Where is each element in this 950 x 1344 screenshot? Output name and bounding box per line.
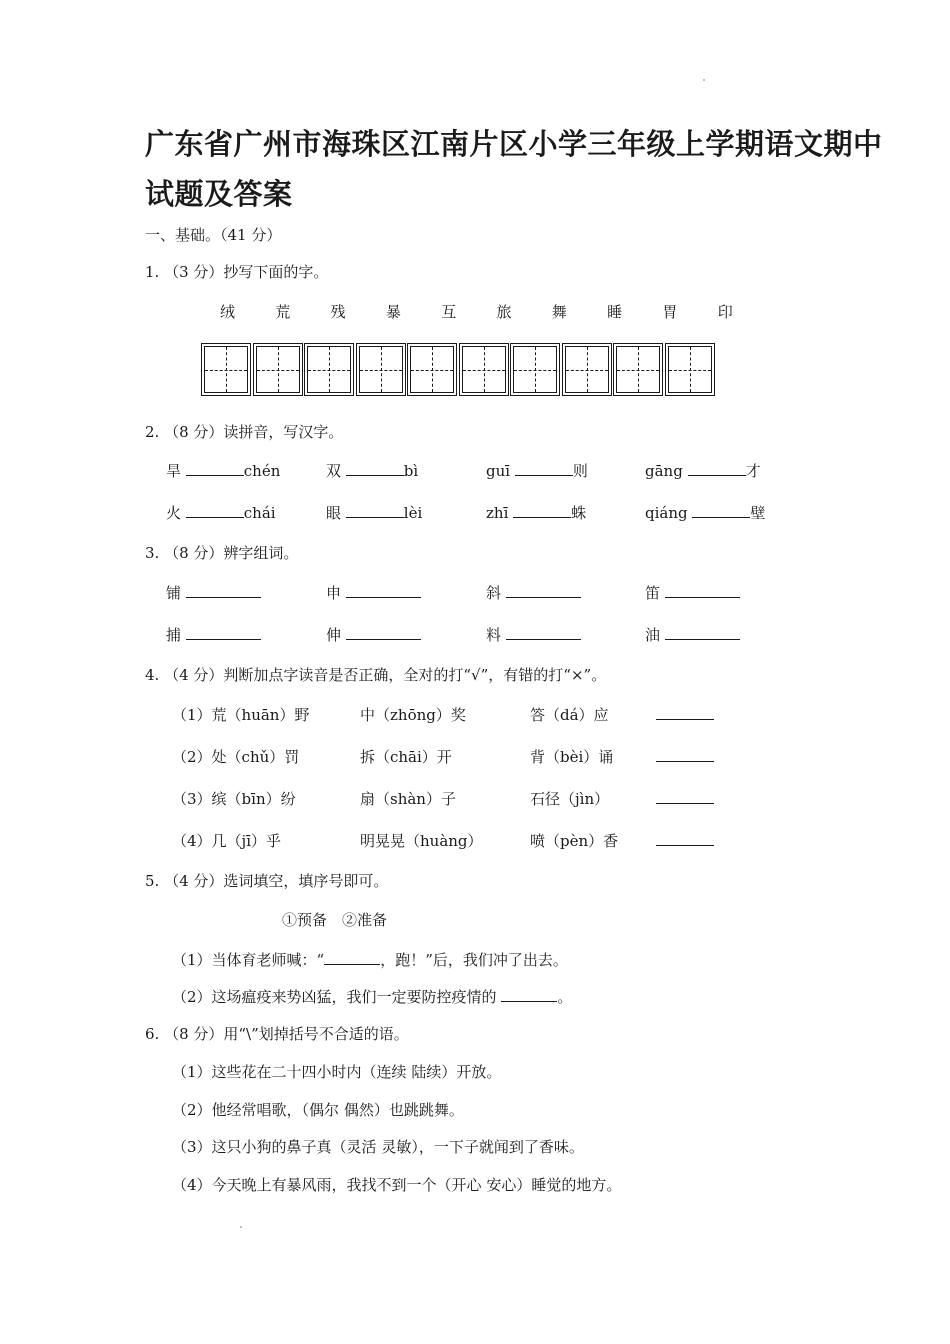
scan-speck — [703, 79, 705, 81]
answer-blank[interactable] — [656, 719, 714, 720]
pronunciation-word: （2）处（chǔ）罚 — [172, 748, 300, 766]
question-6-heading: 6. （8 分）用“\”划掉括号不合适的语。 — [145, 1025, 409, 1043]
copy-character: 绒 — [220, 303, 236, 321]
word-group-item — [645, 582, 740, 603]
copy-character: 舞 — [551, 303, 567, 321]
tianzige-box[interactable] — [459, 343, 509, 396]
answer-blank[interactable] — [513, 505, 571, 518]
tianzige-box[interactable] — [510, 343, 560, 396]
cross-out-sentence: （1）这些花在二十四小时内（连续 陆续）开放。 — [172, 1063, 502, 1081]
word-char: 申 — [326, 584, 346, 602]
pronunciation-word: （4）几（jī）乎 — [172, 832, 281, 850]
answer-blank[interactable] — [346, 505, 404, 518]
grid-guide-v — [278, 347, 279, 392]
question-5-heading: 5. （4 分）选词填空，填序号即可。 — [145, 872, 389, 890]
pinyin-suffix: 则 — [572, 462, 588, 480]
word-char: 铺 — [166, 584, 186, 602]
answer-blank[interactable] — [506, 627, 581, 640]
answer-blank[interactable] — [656, 803, 714, 804]
question-2-heading: 2. （8 分）读拼音，写汉字。 — [145, 423, 344, 441]
tianzige-box[interactable] — [407, 343, 457, 396]
answer-blank[interactable] — [688, 463, 746, 476]
pronunciation-word: 喷（pèn）香 — [530, 832, 619, 850]
word-group-item — [486, 624, 581, 645]
pronunciation-word: 背（bèi）诵 — [530, 748, 614, 766]
scan-speck — [240, 1226, 242, 1228]
word-char: 笛 — [645, 584, 665, 602]
pinyin-suffix: 才 — [745, 462, 761, 480]
sentence-2-start: （2）这场瘟疫来势凶猛，我们一定要防控疫情的 — [172, 988, 502, 1006]
answer-blank[interactable] — [515, 463, 573, 476]
pinyin-prefix: 火 — [166, 504, 186, 522]
pronunciation-word: 中（zhōng）奖 — [360, 706, 466, 724]
word-group-item — [645, 624, 740, 645]
sentence-1-end: ，跑！”后，我们冲了出去。 — [380, 951, 568, 969]
grid-guide-v — [329, 347, 330, 392]
question-1-heading: 1. （3 分）抄写下面的字。 — [145, 263, 329, 281]
tianzige-box[interactable] — [304, 343, 354, 396]
answer-blank[interactable] — [186, 505, 244, 518]
tianzige-box[interactable] — [613, 343, 663, 396]
pinyin-suffix: lèi — [403, 504, 423, 522]
word-group-item — [326, 624, 421, 645]
answer-blank[interactable] — [506, 585, 581, 598]
pronunciation-word: （3）缤（bīn）纷 — [172, 790, 296, 808]
answer-blank[interactable] — [324, 952, 380, 965]
copy-character: 胃 — [662, 303, 678, 321]
pinyin-prefix: guī — [486, 462, 515, 480]
answer-blank[interactable] — [692, 505, 750, 518]
pinyin-suffix: 蛛 — [571, 504, 587, 522]
pinyin-suffix: chén — [243, 462, 281, 480]
pinyin-item — [166, 460, 280, 481]
grid-guide-v — [484, 347, 485, 392]
pronunciation-word: 明晃晃（huàng） — [360, 832, 483, 850]
answer-blank[interactable] — [665, 585, 740, 598]
tianzige-grid — [201, 343, 716, 396]
copy-character: 残 — [330, 303, 346, 321]
tianzige-box[interactable] — [201, 343, 251, 396]
cross-out-sentence: （2）他经常唱歌，（偶尔 偶然）也跳跳舞。 — [172, 1100, 464, 1119]
pinyin-item — [645, 502, 765, 523]
copy-character: 印 — [717, 303, 733, 321]
pinyin-item — [326, 502, 422, 523]
pinyin-item — [166, 502, 276, 523]
answer-blank[interactable] — [665, 627, 740, 640]
cross-out-sentence: （4）今天晚上有暴风雨，我找不到一个（开心 安心）睡觉的地方。 — [172, 1175, 622, 1194]
tianzige-box[interactable] — [562, 343, 612, 396]
answer-blank[interactable] — [656, 761, 714, 762]
grid-guide-v — [535, 347, 536, 392]
grid-guide-v — [638, 347, 639, 392]
pinyin-suffix: bì — [403, 462, 419, 480]
pinyin-suffix: 壁 — [750, 504, 766, 522]
section-heading: 一、基础。（41 分） — [145, 226, 282, 244]
pronunciation-word: 答（dá）应 — [530, 706, 609, 724]
grid-guide-v — [226, 347, 227, 392]
pinyin-item — [645, 460, 761, 481]
sentence-1-start: （1）当体育老师喊：“ — [172, 951, 325, 969]
question-4-heading: 4. （4 分）判断加点字读音是否正确，全对的打“√”，有错的打“×”。 — [145, 666, 607, 684]
answer-blank[interactable] — [501, 989, 557, 1002]
sentence-2-end: 。 — [557, 988, 573, 1006]
copy-character: 荒 — [275, 303, 291, 321]
pinyin-prefix: qiáng — [645, 504, 693, 522]
word-char: 油 — [645, 626, 665, 644]
word-char: 料 — [486, 626, 506, 644]
answer-blank[interactable] — [656, 845, 714, 846]
word-char: 捕 — [166, 626, 186, 644]
pinyin-prefix: gāng — [645, 462, 688, 480]
pinyin-prefix: 双 — [326, 462, 346, 480]
fill-sentence-1 — [172, 949, 568, 970]
word-group-item — [166, 582, 261, 603]
word-char: 伸 — [326, 626, 346, 644]
word-group-item — [326, 582, 421, 603]
pinyin-prefix: 眼 — [326, 504, 346, 522]
fill-sentence-2 — [172, 986, 572, 1007]
question-3-heading: 3. （8 分）辨字组词。 — [145, 544, 299, 562]
word-char: 斜 — [486, 584, 506, 602]
pinyin-suffix: chái — [243, 504, 276, 522]
pinyin-item — [486, 460, 588, 481]
answer-blank[interactable] — [186, 627, 261, 640]
pinyin-item — [486, 502, 586, 523]
word-options: ①预备 ②准备 — [282, 911, 388, 929]
answer-blank[interactable] — [346, 627, 421, 640]
answer-blank[interactable] — [346, 585, 421, 598]
pronunciation-word: 扇（shàn）子 — [360, 790, 456, 808]
tianzige-box[interactable] — [665, 343, 715, 396]
grid-guide-v — [381, 347, 382, 392]
pronunciation-word: （1）荒（huān）野 — [172, 706, 310, 724]
grid-guide-v — [587, 347, 588, 392]
word-group-item — [486, 582, 581, 603]
answer-blank[interactable] — [186, 463, 244, 476]
grid-guide-v — [690, 347, 691, 392]
copy-character: 暴 — [385, 303, 401, 321]
pronunciation-word: 拆（chāi）开 — [360, 748, 452, 766]
tianzige-box[interactable] — [356, 343, 406, 396]
cross-out-sentence: （3）这只小狗的鼻子真（灵活 灵敏），一下子就闻到了香味。 — [172, 1138, 584, 1156]
pinyin-prefix: zhī — [486, 504, 514, 522]
pinyin-prefix: 旱 — [166, 462, 186, 480]
copy-character: 互 — [441, 303, 457, 321]
grid-guide-v — [432, 347, 433, 392]
tianzige-box[interactable] — [253, 343, 303, 396]
pronunciation-word: 石径（jìn） — [530, 790, 610, 808]
pinyin-item — [326, 460, 418, 481]
word-group-item — [166, 624, 261, 645]
answer-blank[interactable] — [346, 463, 404, 476]
page-title-line2: 试题及答案 — [145, 177, 293, 211]
copy-character: 睡 — [607, 303, 623, 321]
page-title: 广东省广州市海珠区江南片区小学三年级上学期语文期中 — [145, 127, 883, 161]
answer-blank[interactable] — [186, 585, 261, 598]
copy-character: 旅 — [496, 303, 512, 321]
